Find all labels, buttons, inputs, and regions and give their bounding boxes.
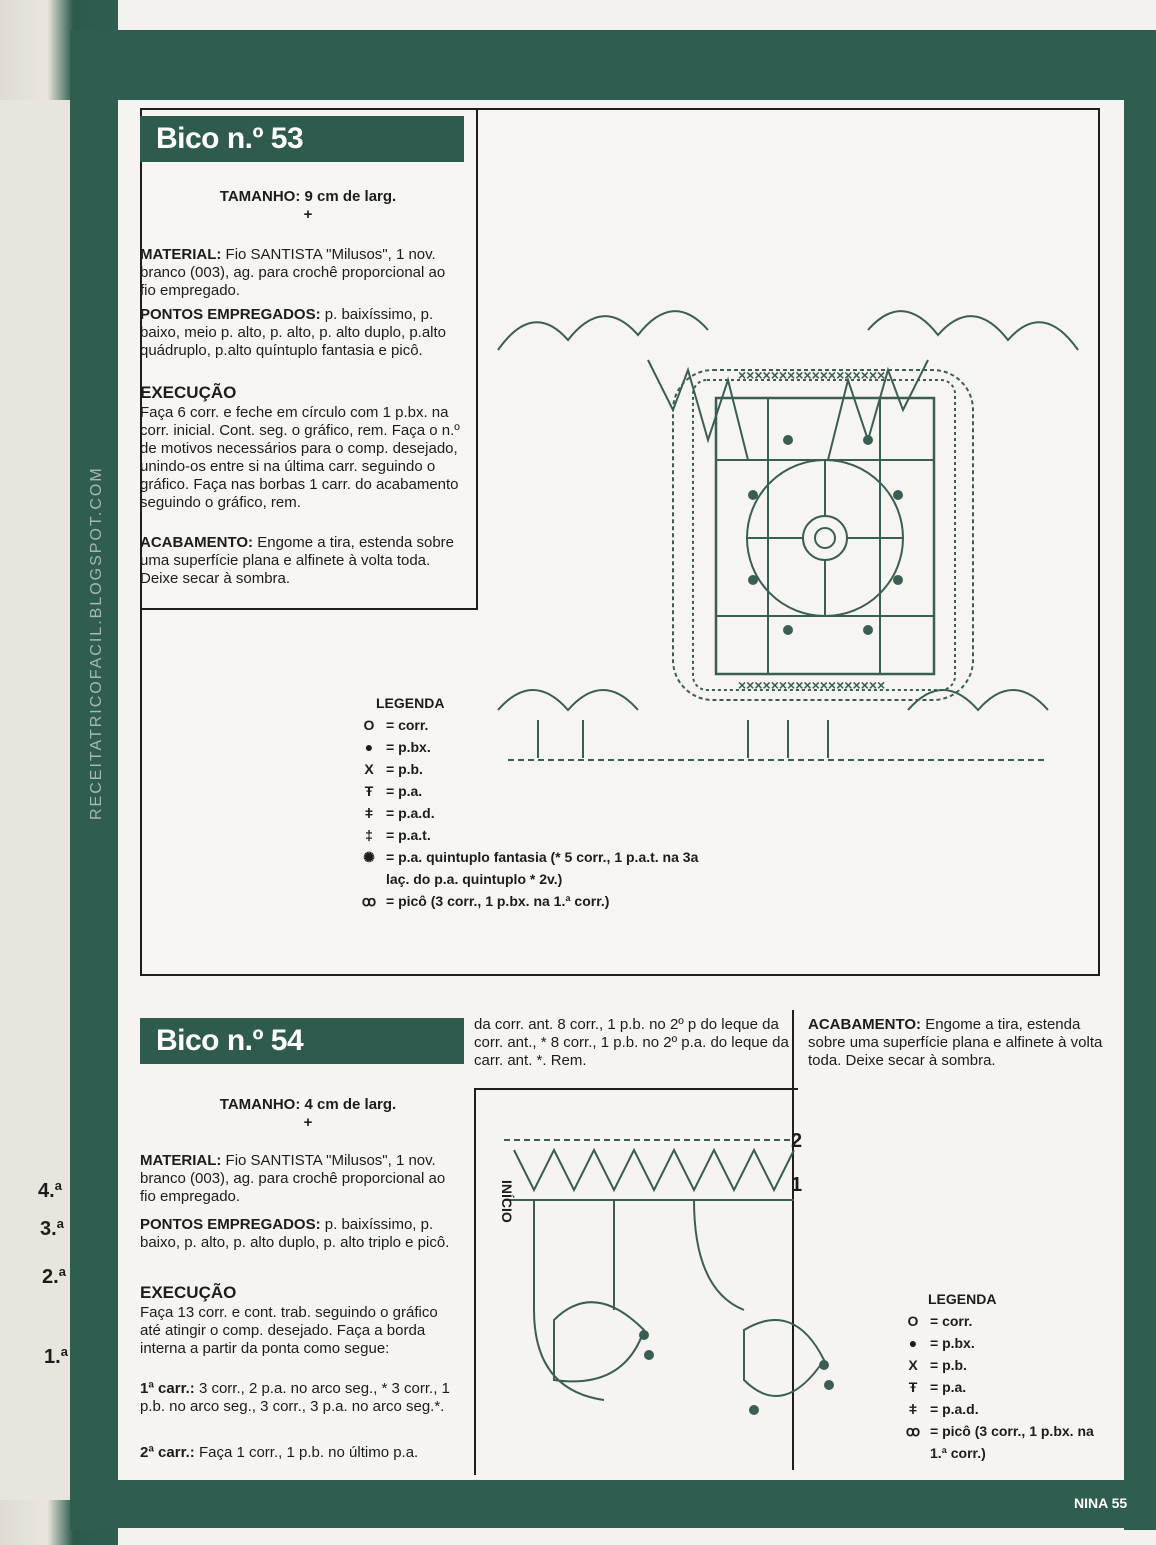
legend-title: LEGENDA <box>376 695 445 711</box>
legend-item: X = p.b. <box>358 758 778 780</box>
legend-item: ● = p.bx. <box>358 736 778 758</box>
bico53-execucao-heading: EXECUÇÃO <box>140 383 237 402</box>
row-label: 2.ª <box>42 1266 67 1288</box>
bico53-tamanho: TAMANHO: 9 cm de larg. + <box>219 188 397 223</box>
bico54-inicio-label: INÍCIO <box>499 1180 515 1223</box>
post-three-bar-icon: ‡ <box>365 827 373 843</box>
legend-item: O = corr. <box>358 714 778 736</box>
bico54-row-2: 2 <box>791 1130 803 1152</box>
svg-text:××××××××××××××××××: ×××××××××××××××××× <box>738 367 886 383</box>
bico54-tamanho: TAMANHO: 4 cm de larg. + <box>219 1096 397 1131</box>
legend-item: ǂ = p.a.d. <box>902 1398 1102 1420</box>
left-page-edge <box>0 100 72 1500</box>
bico54-acabamento: ACABAMENTO: Engome a tira, estenda sobre uma superfície plana e alfinete à volta toda. Deixe secar à sombra. <box>808 1016 1103 1069</box>
green-border-right <box>1124 30 1156 1530</box>
row-label: 3.ª <box>40 1218 65 1240</box>
cross-icon: X <box>364 761 374 777</box>
cluster-icon: ✺ <box>363 849 375 865</box>
bico53-acabamento: ACABAMENTO: Engome a tira, estenda sobre uma superfície plana e alfinete à volta toda. Deixe secar à sombra. <box>140 534 455 587</box>
bico54-material: MATERIAL: Fio SANTISTA "Milusos", 1 nov. branco (003), ag. para crochê proporcional ao fio empregado. <box>140 1152 446 1205</box>
circle-open-icon: O <box>363 717 375 733</box>
picot-icon: ꝏ <box>905 1423 921 1439</box>
circle-filled-icon: ● <box>908 1335 918 1351</box>
bico54-row-1: 1 <box>791 1174 803 1196</box>
green-border-top <box>70 30 1156 100</box>
circle-filled-icon: ● <box>364 739 374 755</box>
bico54-legend <box>902 1288 1102 1464</box>
legend-item: ● = p.bx. <box>902 1332 1102 1354</box>
svg-text:××××××××××××××××××: ×××××××××××××××××× <box>738 677 886 693</box>
legend-item: ǂ = p.a.d. <box>358 802 778 824</box>
bico53-execucao: Faça 6 corr. e feche em círculo com 1 p.bx. na corr. inicial. Cont. seg. o gráfico, rem. Faça o n.º de motivos necessários para o comp. desejado, unindo-os entre si na última carr. seguindo o gráfico. Faça nas borbas 1 carr. do acabamento seguindo o gráfico, rem. <box>140 404 460 511</box>
picot-icon: ꝏ <box>361 893 377 909</box>
bico53-pontos: PONTOS EMPREGADOS: p. baixíssimo, p. baixo, meio p. alto, p. alto, p. alto duplo, p.alto quádruplo, p.alto quíntuplo fantasia e picô. <box>140 306 447 359</box>
post-one-bar-icon: Ŧ <box>908 1379 918 1395</box>
legend-item: ✺ = p.a. quintuplo fantasia (* 5 corr., 1 p.a.t. na 3a laç. do p.a. quintuplo * 2v.) <box>358 846 778 890</box>
bico53-title: Bico n.º 53 <box>140 116 464 162</box>
bico54-title: Bico n.º 54 <box>140 1018 464 1064</box>
bico53-material: MATERIAL: Fio SANTISTA "Milusos", 1 nov. branco (003), ag. para crochê proporcional ao fio empregado. <box>140 246 446 299</box>
legend-item: ꝏ = picô (3 corr., 1 p.bx. na 1.ª corr.) <box>358 890 778 912</box>
legend-item: ꝏ = picô (3 corr., 1 p.bx. na 1.ª corr.) <box>902 1420 1102 1464</box>
page-footer: NINA 55 <box>1074 1495 1128 1511</box>
post-two-bar-icon: ǂ <box>908 1401 918 1417</box>
legend-item: Ŧ = p.a. <box>902 1376 1102 1398</box>
bico54-execucao-heading: EXECUÇÃO <box>140 1283 237 1302</box>
cross-icon: X <box>908 1357 918 1373</box>
legend-item: ‡ = p.a.t. <box>358 824 778 846</box>
bico53-legend <box>358 692 778 912</box>
bico54-pontos: PONTOS EMPREGADOS: p. baixíssimo, p. baixo, p. alto, p. alto duplo, p. alto triplo e picô. <box>140 1216 450 1251</box>
legend-item: X = p.b. <box>902 1354 1102 1376</box>
row-label: 1.ª <box>44 1346 69 1368</box>
green-border-bottom <box>70 1480 1156 1528</box>
legend-item: Ŧ = p.a. <box>358 780 778 802</box>
post-two-bar-icon: ǂ <box>364 805 374 821</box>
bico54-execucao: Faça 13 corr. e cont. trab. seguindo o gráfico até atingir o comp. desejado. Faça a borda interna a partir da ponta como segue: <box>140 1304 438 1357</box>
legend-item: O = corr. <box>902 1310 1102 1332</box>
magazine-page <box>118 100 1124 1480</box>
row-label: 4.ª <box>38 1180 63 1202</box>
bico54-carr2: 2ª carr.: Faça 1 corr., 1 p.b. no último p.a. <box>140 1444 419 1461</box>
bico54-continuation: da corr. ant. 8 corr., 1 p.b. no 2º p do leque da corr. ant., * 8 corr., 1 p.b. no 2º p.a. do leque da carr. ant. *. Rem. <box>474 1016 789 1069</box>
bico54-carr1: 1ª carr.: 3 corr., 2 p.a. no arco seg., * 3 corr., 1 p.b. no arco seg., 3 corr., 3 p.a. no arco seg.*. <box>140 1380 450 1415</box>
watermark-url: RECEITATRICOFACIL.BLOGSPOT.COM <box>88 466 105 820</box>
post-one-bar-icon: Ŧ <box>364 783 374 799</box>
circle-open-icon: O <box>907 1313 919 1329</box>
legend-title: LEGENDA <box>928 1291 997 1307</box>
